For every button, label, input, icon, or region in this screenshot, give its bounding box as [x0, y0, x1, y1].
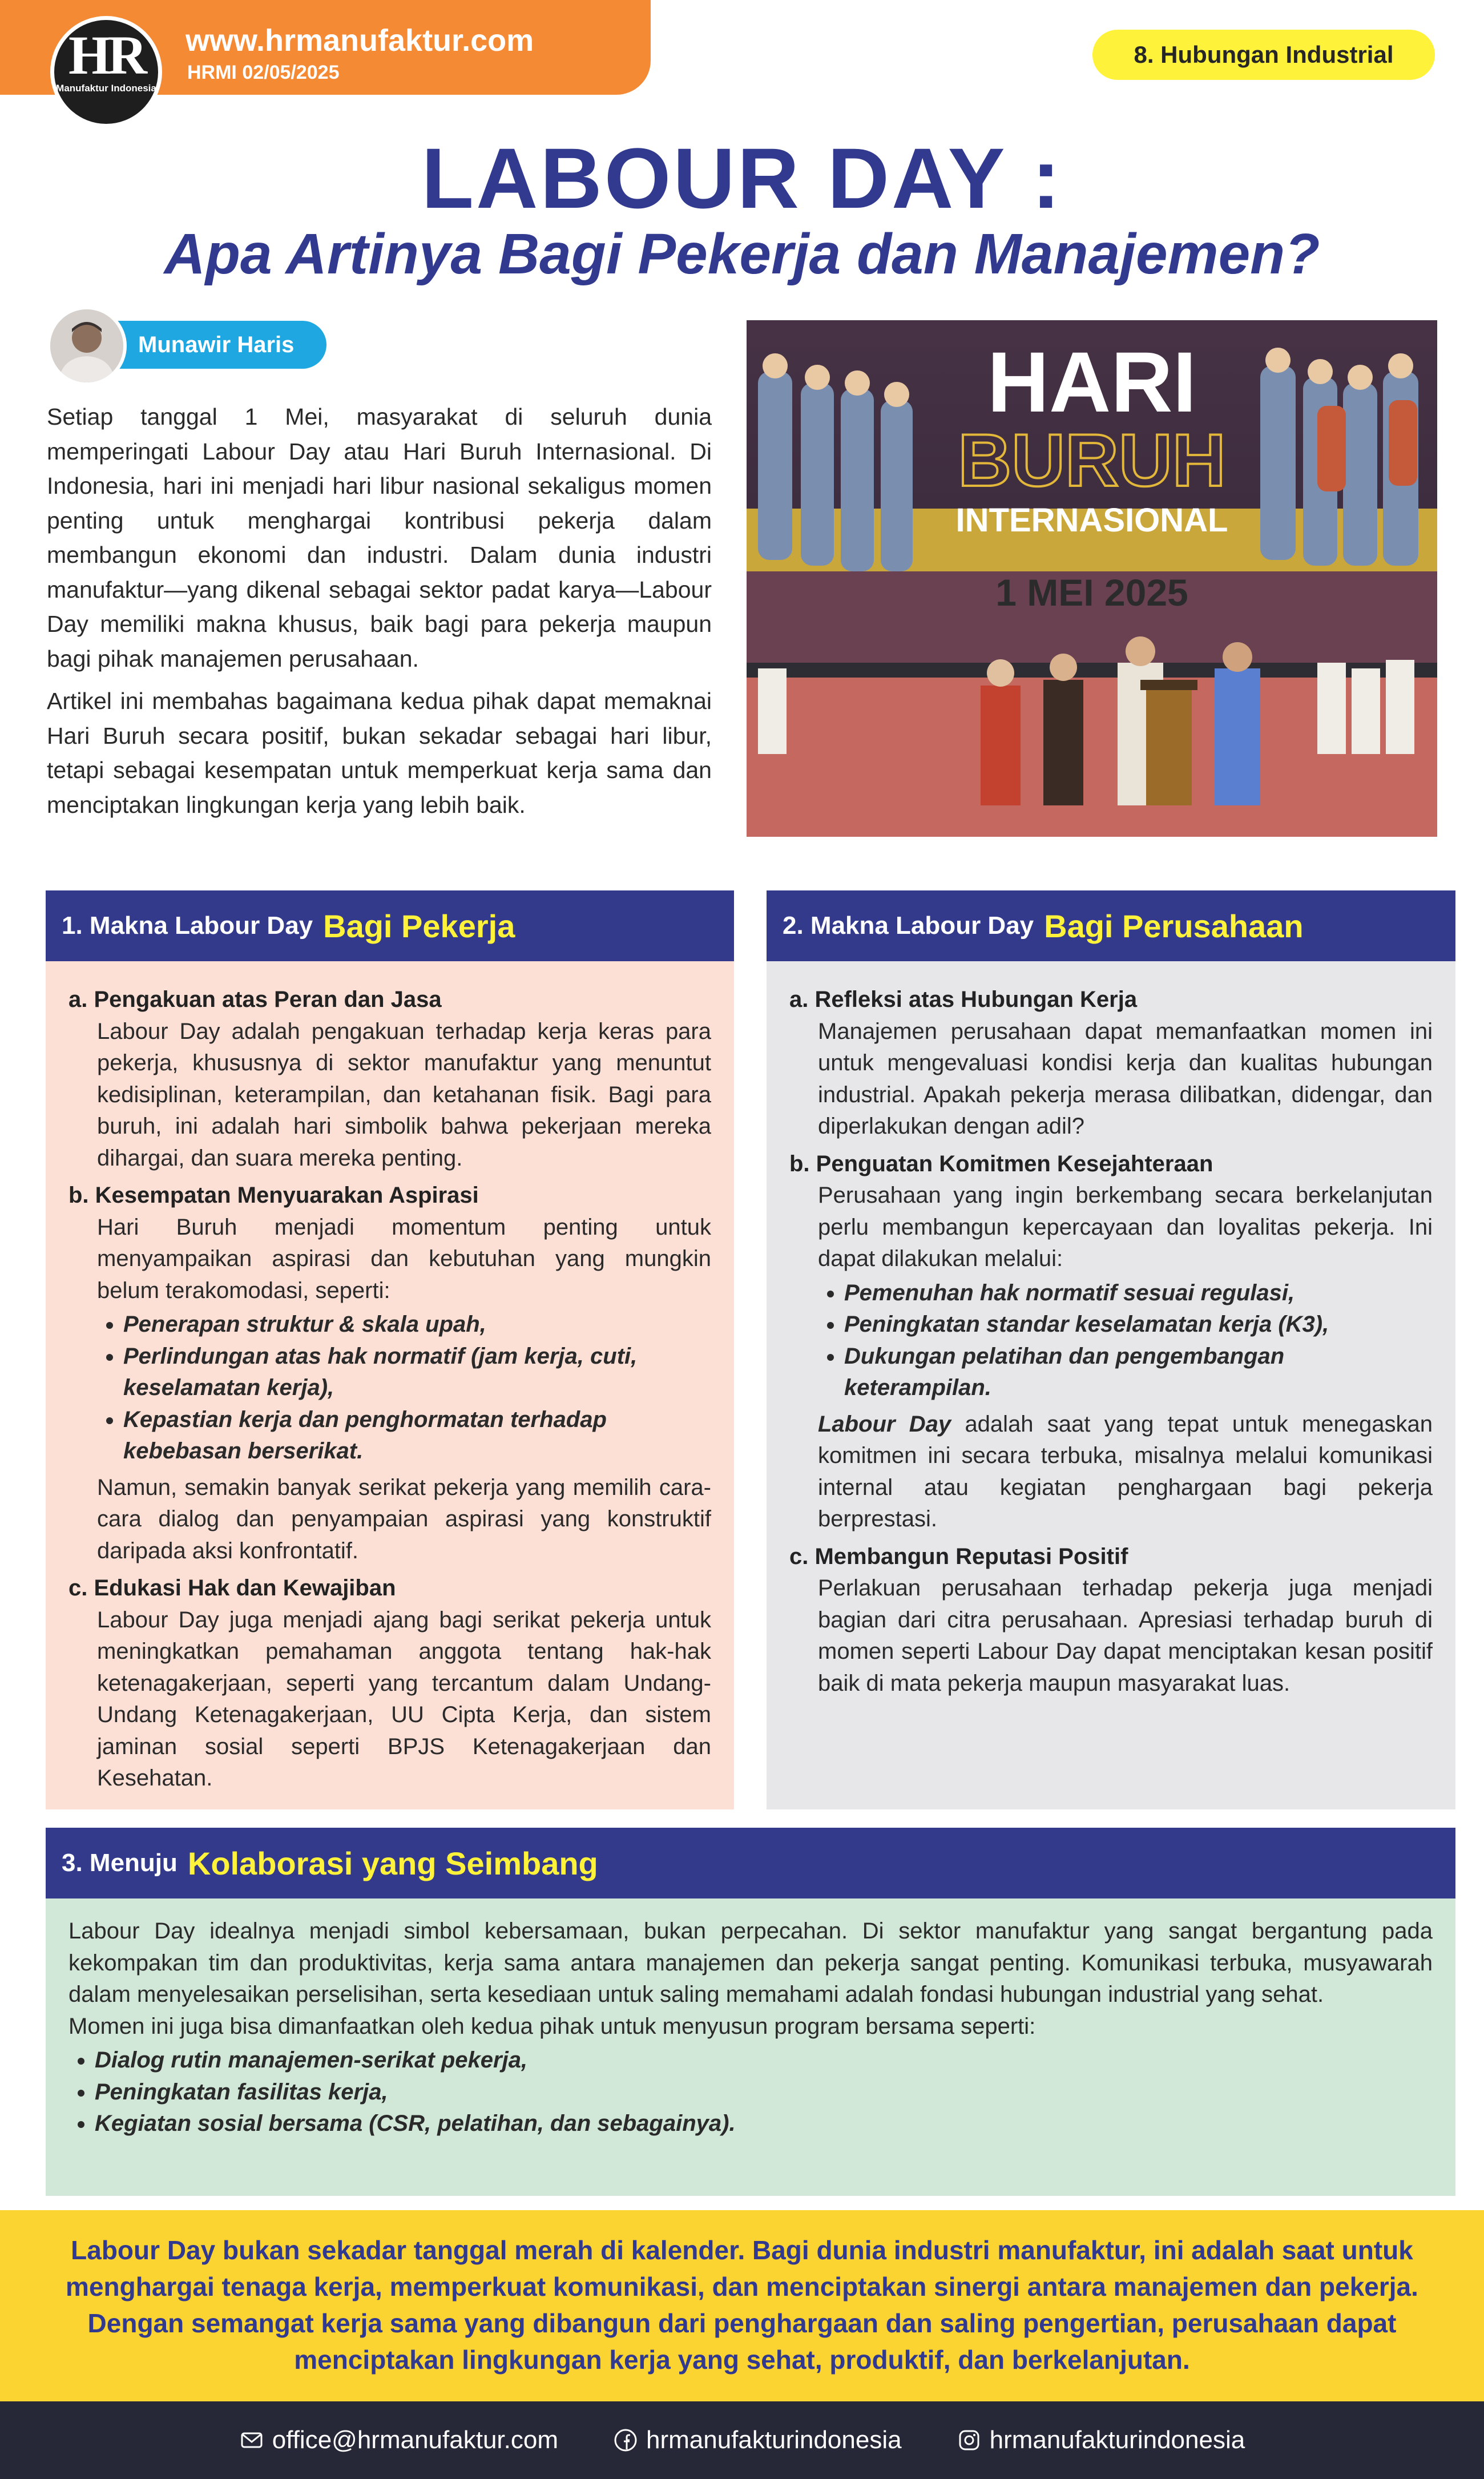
- section-3-title: 3. Menuju: [62, 1849, 178, 1877]
- logo-subtitle: Manufaktur Indonesia: [56, 83, 156, 94]
- list-item: • Pemenuhan hak normatif sesuai regulasi,: [844, 1277, 1433, 1309]
- kesejahteraan-list: [818, 1277, 1433, 1404]
- aspirasi-list: [97, 1309, 711, 1468]
- intro-paragraph-2: Artikel ini membahas bagaimana kedua pihak dapat memaknai Hari Buruh secara positif, bukan sekadar sebagai hari libur, tetapi sebagai kesempatan untuk memperkuat kerja sama dan menciptakan lingkungan kerja yang lebih baik.: [47, 688, 712, 818]
- list-item: • Peningkatan fasilitas kerja,: [95, 2077, 1433, 2109]
- section-2-header: [767, 890, 1455, 961]
- author-avatar: [47, 306, 127, 386]
- subheading-kesejahteraan: b. Penguatan Komitmen Kesejahteraan: [789, 1151, 1213, 1176]
- list-item: • Kegiatan sosial bersama (CSR, pelatihan, dan sebagainya).: [95, 2108, 1433, 2140]
- program-list: [68, 2045, 1433, 2140]
- subheading-pengakuan: a. Pengakuan atas Peran dan Jasa: [68, 987, 442, 1012]
- author-badge: Munawir Haris: [86, 321, 326, 369]
- photo-title-internasional: INTERNASIONAL: [955, 502, 1228, 539]
- subheading-aspirasi: b. Kesempatan Menyuarakan Aspirasi: [68, 1183, 479, 1208]
- paragraph-reputasi: Perlakuan perusahaan terhadap pekerja juga menjadi bagian dari citra perusahaan. Apresiasi terhadap buruh di momen seperti Labour Day dapat menciptakan kesan positif baik di mata pekerja maupun masyarakat luas.: [818, 1575, 1433, 1696]
- labour-day-lead: Labour Day: [818, 1411, 951, 1437]
- section-1-title: 1. Makna Labour Day: [62, 912, 313, 940]
- photo-title-hari: HARI: [987, 334, 1197, 430]
- section-1-body: [46, 961, 734, 1812]
- instagram-icon: [957, 2428, 982, 2453]
- issue-number: HRMI 02/05/2025: [187, 62, 340, 83]
- instagram-handle: hrmanufakturindonesia: [989, 2426, 1245, 2454]
- komitmen-text: adalah saat yang tepat untuk menegaskan komitmen ini secara terbuka, misalnya melalui komunikasi internal atau kegiatan penghargaan bagi pekerja berprestasi.: [818, 1411, 1433, 1531]
- paragraph-pengakuan: Labour Day adalah pengakuan terhadap kerja keras para pekerja, khususnya di sektor manufaktur yang menuntut kedisiplinan, keterampilan, dan ketahanan fisik. Bagi para buruh, ini adalah hari simbolik bahwa pekerjaan mereka dihargai, dan suara mereka penting.: [97, 1018, 711, 1171]
- section-2-highlight: Bagi Perusahaan: [1044, 908, 1304, 944]
- section-3-highlight: Kolaborasi yang Seimbang: [187, 1845, 598, 1881]
- paragraph-aspirasi: Hari Buruh menjadi momentum penting untuk menyampaikan aspirasi dan kebutuhan yang mungkin belum terakomodasi, seperti:: [97, 1214, 711, 1303]
- email-address: office@hrmanufaktur.com: [272, 2426, 558, 2454]
- paragraph-program: Momen ini juga bisa dimanfaatkan oleh kedua pihak untuk menyusun program bersama seperti:: [68, 2013, 1036, 2039]
- conclusion-banner: Labour Day bukan sekadar tanggal merah di kalender. Bagi dunia industri manufaktur, ini adalah saat untuk menghargai tenaga kerja, memperkuat komunikasi, dan menciptakan sinergi antara manajemen dan pekerja. Dengan semangat kerja sama yang dibangun dari penghargaan dan saling pengertian, perusahaan dapat menciptakan lingkungan kerja yang sehat, produktif, dan berkelanjutan.: [0, 2210, 1484, 2401]
- paragraph-edukasi: Labour Day juga menjadi ajang bagi serikat pekerja untuk meningkatkan pemahaman anggota tentang hak-hak ketenagakerjaan, seperti yang tercantum dalam Undang-Undang Ketenagakerjaan, UU Cipta Kerja, dan sistem jaminan sosial seperti BPJS Ketenagakerjaan dan Kesehatan.: [97, 1607, 711, 1791]
- section-1-highlight: Bagi Pekerja: [323, 908, 515, 944]
- list-item: • Peningkatan standar keselamatan kerja (K3),: [844, 1309, 1433, 1341]
- site-url[interactable]: www.hrmanufaktur.com: [186, 23, 534, 58]
- logo-mark: HR: [68, 25, 144, 86]
- brand-logo[interactable]: [50, 16, 162, 128]
- page-title: LABOUR DAY :: [421, 130, 1063, 226]
- page-subtitle: Apa Artinya Bagi Pekerja dan Manajemen?: [164, 222, 1320, 286]
- list-item: • Kepastian kerja dan penghormatan terhadap kebebasan berserikat.: [123, 1404, 711, 1468]
- paragraph-kesejahteraan: Perusahaan yang ingin berkembang secara berkelanjutan perlu membangun kepercayaan dan loyalitas pekerja. Ini dapat dilakukan melalui:: [818, 1183, 1433, 1271]
- paragraph-dialog: Namun, semakin banyak serikat pekerja yang memilih cara-cara dialog dan penyampaian aspirasi yang konstruktif daripada aksi konfrontatif.: [97, 1474, 711, 1563]
- intro-text: [47, 400, 712, 830]
- section-2-title: 2. Makna Labour Day: [783, 912, 1034, 940]
- section-2-body: [767, 961, 1455, 1716]
- paragraph-kolaborasi: Labour Day idealnya menjadi simbol kebersamaan, bukan perpecahan. Di sektor manufaktur yang sangat bergantung pada kekompakan tim dan produktivitas, kerja sama antara manajemen dan pekerja sangat penting. Komunikasi terbuka, musyawarah dalam menyelesaikan perselisihan, serta kesediaan untuk saling memahami adalah fondasi hubungan industrial yang sehat.: [68, 1918, 1433, 2007]
- section-3-header: [46, 1828, 1455, 1898]
- mail-icon: [239, 2428, 264, 2453]
- event-photo: [747, 320, 1437, 837]
- section-bagi-perusahaan: [767, 890, 1455, 1809]
- facebook-handle: hrmanufakturindonesia: [646, 2426, 902, 2454]
- photo-title-buruh: BURUH: [958, 418, 1226, 502]
- person-icon: [50, 309, 123, 382]
- list-item: • Dukungan pelatihan dan pengembangan keterampilan.: [844, 1341, 1433, 1404]
- section-bagi-pekerja: [46, 890, 734, 1809]
- category-badge: 8. Hubungan Industrial: [1092, 30, 1435, 80]
- list-item: • Perlindungan atas hak normatif (jam kerja, cuti, keselamatan kerja),: [123, 1341, 711, 1404]
- footer-instagram[interactable]: [957, 2426, 1245, 2454]
- section-3-body: [46, 1898, 1455, 2151]
- paragraph-komitmen: [818, 1409, 1433, 1535]
- list-item: • Penerapan struktur & skala upah,: [123, 1309, 711, 1341]
- paragraph-refleksi: Manajemen perusahaan dapat memanfaatkan momen ini untuk mengevaluasi kondisi kerja dan kualitas hubungan industrial. Apakah pekerja merasa dilibatkan, didengar, dan diperlakukan dengan adil?: [818, 1018, 1433, 1139]
- subheading-refleksi: a. Refleksi atas Hubungan Kerja: [789, 987, 1138, 1012]
- hari-buruh-photo: [747, 320, 1437, 837]
- footer-bar: [0, 2401, 1484, 2479]
- footer-email[interactable]: [239, 2426, 558, 2454]
- list-item: • Dialog rutin manajemen-serikat pekerja,: [95, 2045, 1433, 2077]
- facebook-icon: [613, 2428, 638, 2453]
- section-1-header: [46, 890, 734, 961]
- footer-facebook[interactable]: [613, 2426, 902, 2454]
- subheading-reputasi: c. Membangun Reputasi Positif: [789, 1543, 1128, 1569]
- photo-date: 1 MEI 2025: [995, 571, 1188, 614]
- intro-paragraph-1: Setiap tanggal 1 Mei, masyarakat di seluruh dunia memperingati Labour Day atau Hari Buruh Internasional. Di Indonesia, hari ini menjadi hari libur nasional sekaligus momen penting untuk menghargai kontribusi pekerja dalam membangun ekonomi dan industri. Dalam dunia industri manufaktur—yang dikenal sebagai sektor padat karya—Labour Day memiliki makna khusus, baik bagi para pekerja maupun bagi pihak manajemen perusahaan.: [47, 404, 712, 672]
- section-kolaborasi: [46, 1828, 1455, 2196]
- subheading-edukasi: c. Edukasi Hak dan Kewajiban: [68, 1575, 396, 1601]
